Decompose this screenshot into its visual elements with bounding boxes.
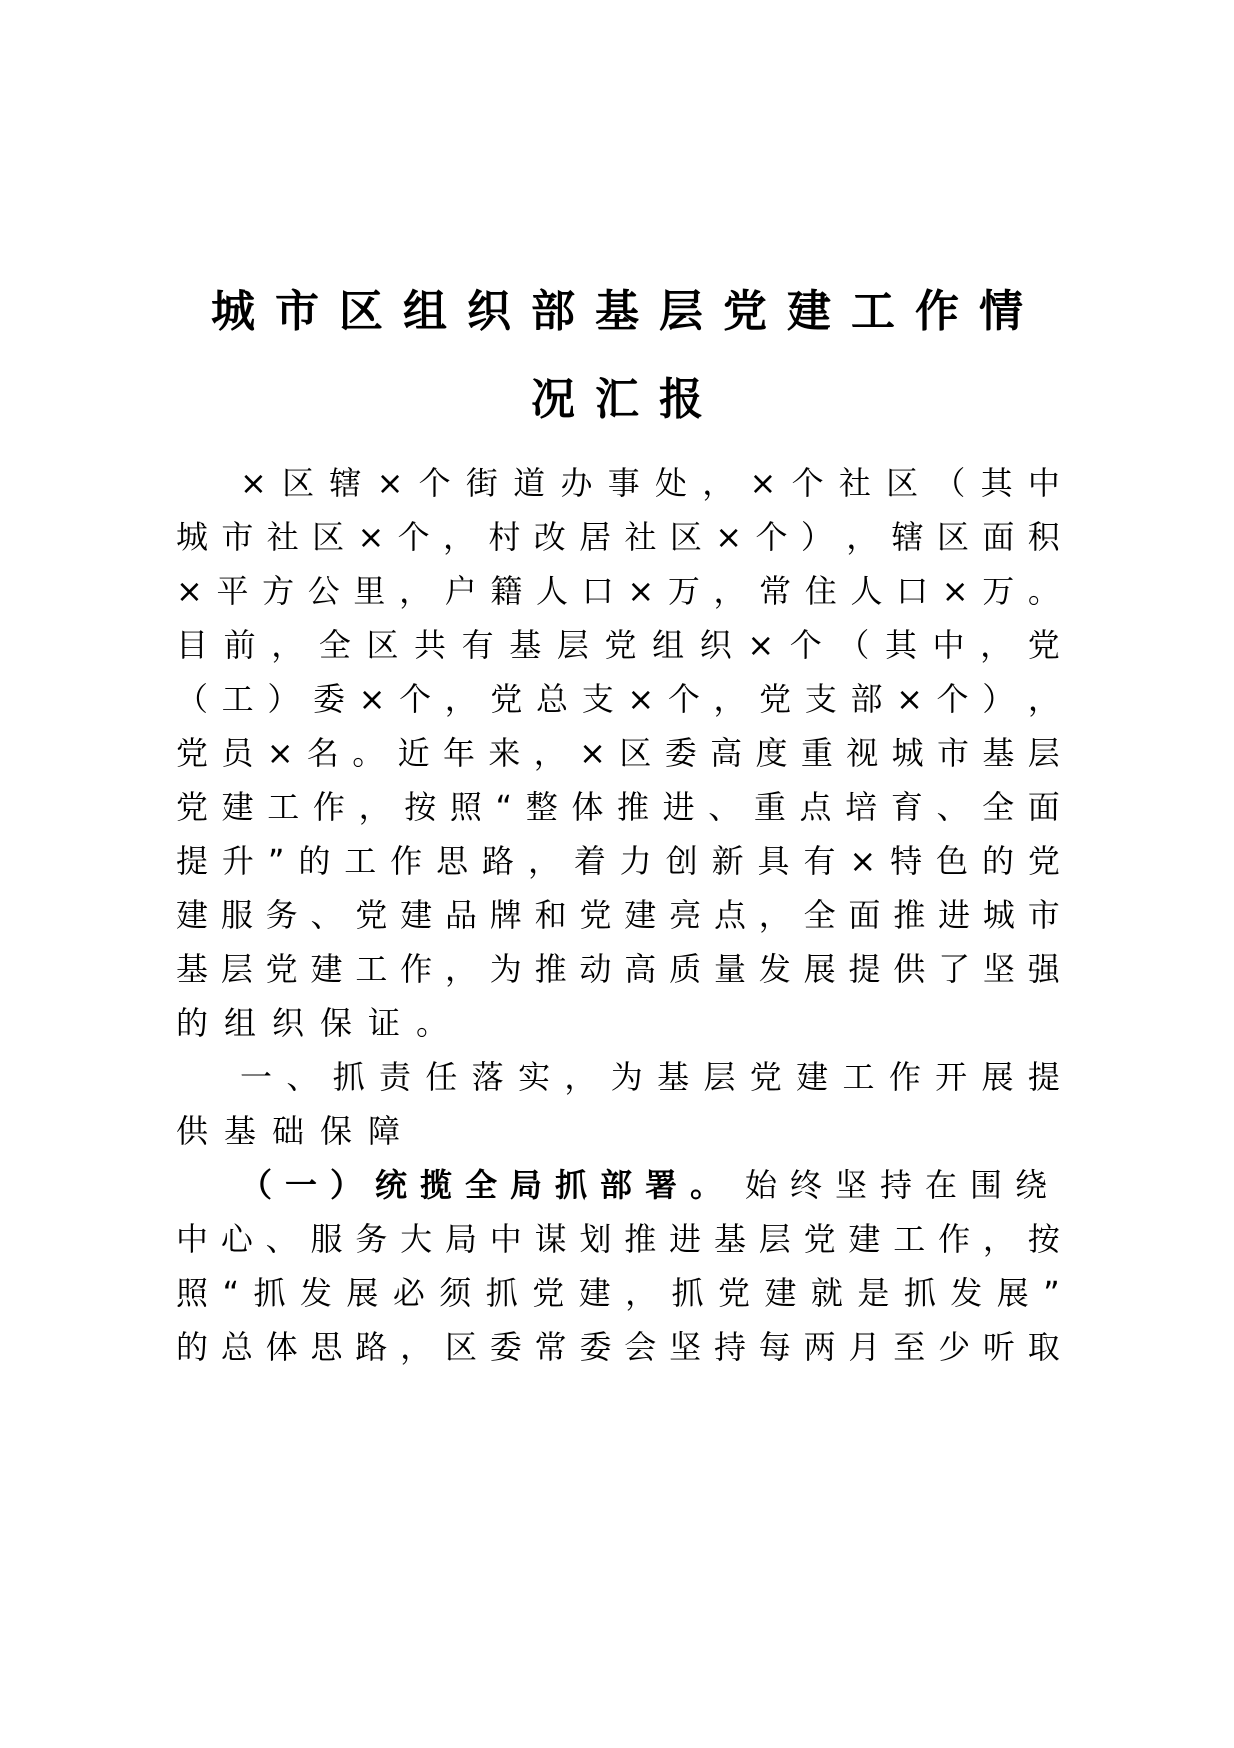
subsection-heading: （一）统揽全局抓部署。 (240, 1166, 736, 1204)
paragraph-1-line-1: × 区 辖 × 个 街 道 办 事 处 ， × 个 社 区 （ 其 中 (240, 464, 1060, 502)
paragraph-1-line-4: 目 前 ， 全 区 共 有 基 层 党 组 织 × 个 （ 其 中 ， 党 (176, 626, 1060, 664)
subsection-1-line-1 (240, 1165, 1060, 1205)
document-title-line-1: 城市区组织部基层党建工作情 (211, 286, 1043, 337)
section-heading-1-line-2: 供基础保障 (176, 1112, 417, 1150)
paragraph-1-line-10: 基 层 党 建 工 作 ， 为 推 动 高 质 量 发 展 提 供 了 坚 强 (176, 950, 1060, 988)
section-heading-1-line-1: 一 、 抓 责 任 落 实 ， 为 基 层 党 建 工 作 开 展 提 (240, 1058, 1060, 1096)
paragraph-1-line-7: 党 建 工 作 ， 按 照 “ 整 体 推 进 、 重 点 培 育 、 全 面 (176, 788, 1060, 826)
subsection-1-line-4: 的 总 体 思 路 ， 区 委 常 委 会 坚 持 每 两 月 至 少 听 取 (176, 1328, 1060, 1366)
paragraph-1-line-2: 城 市 社 区 × 个 ， 村 改 居 社 区 × 个 ） ， 辖 区 面 积 (176, 518, 1060, 556)
document-title-line-2: 况汇报 (531, 374, 723, 425)
paragraph-1-line-3: × 平 方 公 里 ， 户 籍 人 口 × 万 ， 常 住 人 口 × 万 。 (176, 572, 1060, 610)
subsection-1-text-start: 始终坚持在围绕 (744, 1166, 1060, 1204)
subsection-1-line-2: 中 心 、 服 务 大 局 中 谋 划 推 进 基 层 党 建 工 作 ， 按 (176, 1220, 1060, 1258)
paragraph-1-line-11: 的组织保证。 (176, 1004, 465, 1042)
subsection-1-line-3: 照 “ 抓 发 展 必 须 抓 党 建 ， 抓 党 建 就 是 抓 发 展 ” (176, 1274, 1060, 1312)
paragraph-1-line-9: 建 服 务 、 党 建 品 牌 和 党 建 亮 点 ， 全 面 推 进 城 市 (176, 896, 1060, 934)
paragraph-1-line-5: （ 工 ） 委 × 个 ， 党 总 支 × 个 ， 党 支 部 × 个 ） ， (176, 680, 1060, 718)
paragraph-1-line-8: 提 升 ” 的 工 作 思 路 ， 着 力 创 新 具 有 × 特 色 的 党 (176, 842, 1060, 880)
paragraph-1-line-6: 党 员 × 名 。 近 年 来 ， × 区 委 高 度 重 视 城 市 基 层 (176, 734, 1060, 772)
